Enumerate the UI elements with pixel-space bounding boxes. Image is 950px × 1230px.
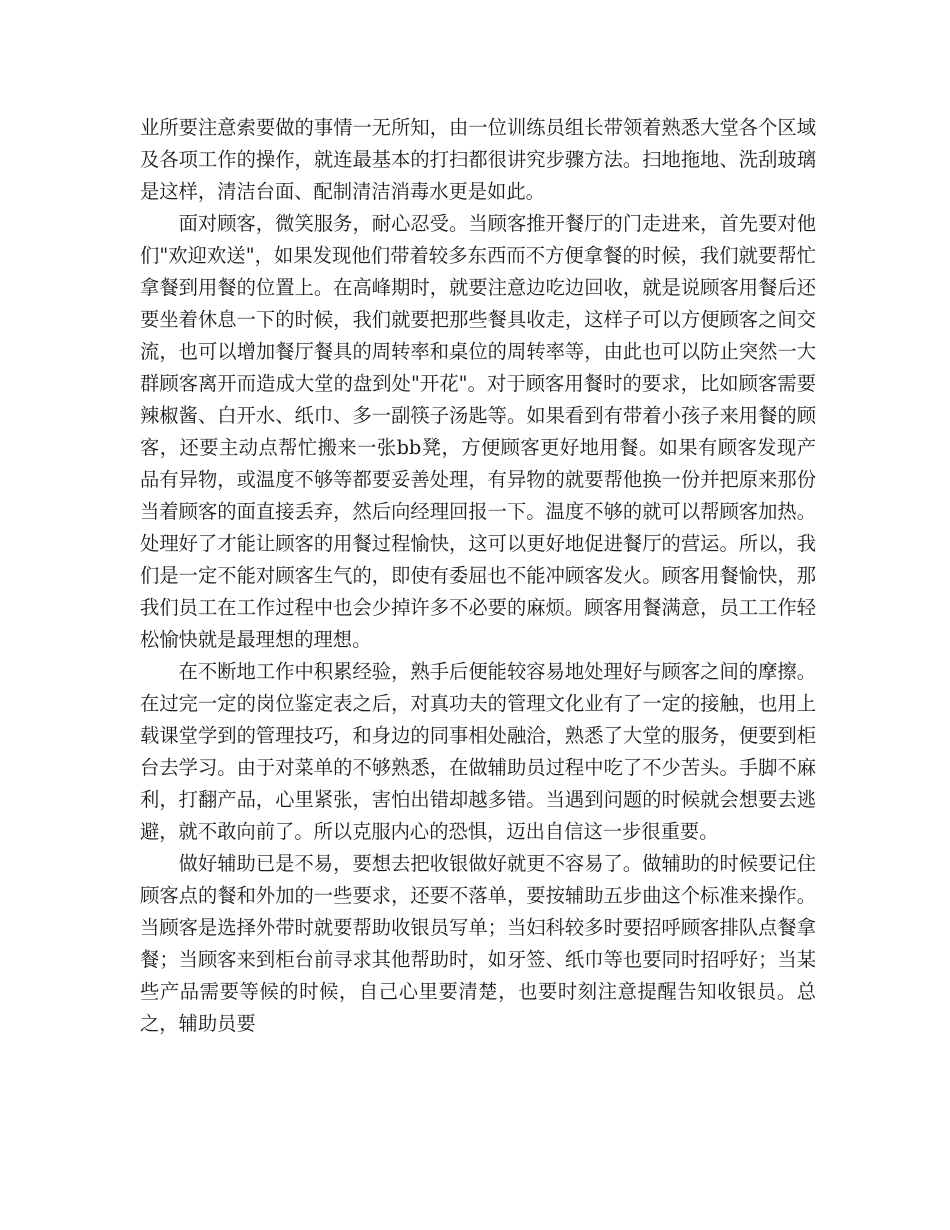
paragraph: 业所要注意索要做的事情一无所知，由一位训练员组长带领着熟悉大堂各个区域及各项工作的操作，就连最基本的打扫都很讲究步骤方法。扫地拖地、洗刮玻璃是这样，清洁台面、配制清洁消毒水更是如此。 (140, 116, 816, 203)
document-page (140, 112, 816, 1040)
paragraph: 面对顾客，微笑服务，耐心忍受。当顾客推开餐厅的门走进来，首先要对他们"欢迎欢送"，如果发现他们带着较多东西而不方便拿餐的时候，我们就要帮忙拿餐到用餐的位置上。在高峰期时，就要注意边吃边回收，就是说顾客用餐后还要坐着休息一下的时候，我们就要把那些餐具收走，这样子可以方便顾客之间交流，也可以增加餐厅餐具的周转率和桌位的周转率等，由此也可以防止突然一大群顾客离开而造成大堂的盘到处"开花"。对于顾客用餐时的要求，比如顾客需要辣椒酱、白开水、纸巾、多一副筷子汤匙等。如果看到有带着小孩子来用餐的顾客，还要主动点帮忙搬来一张bb凳，方便顾客更好地用餐。如果有顾客发现产品有异物，或温度不够等都要妥善处理，有异物的就要帮他换一份并把原来那份当着顾客的面直接丢弃，然后向经理回报一下。温度不够的就可以帮顾客加热。处理好了才能让顾客的用餐过程愉快，这可以更好地促进餐厅的营运。所以，我们是一定不能对顾客生气的，即使有委屈也不能冲顾客发火。顾客用餐愉快，那我们员工在工作过程中也会少掉许多不必要的麻烦。顾客用餐满意，员工工作轻松愉快就是最理想的理想。 (140, 212, 816, 651)
paragraph: 做好辅助已是不易，要想去把收银做好就更不容易了。做辅助的时候要记住顾客点的餐和外加的一些要求，还要不落单，要按辅助五步曲这个标准来操作。当顾客是选择外带时就要帮助收银员写单；当妇科较多时要招呼顾客排队点餐拿餐；当顾客来到柜台前寻求其他帮助时，如牙签、纸巾等也要同时招呼好；当某些产品需要等候的时候，自己心里要清楚，也要时刻注意提醒告知收银员。总之，辅助员要 (140, 852, 816, 1035)
paragraph: 在不断地工作中积累经验，熟手后便能较容易地处理好与顾客之间的摩擦。在过完一定的岗位鉴定表之后，对真功夫的管理文化业有了一定的接触，也用上载课堂学到的管理技巧，和身边的同事相处融洽，熟悉了大堂的服务，便要到柜台去学习。由于对菜单的不够熟悉，在做辅助员过程中吃了不少苦头。手脚不麻利，打翻产品，心里紧张，害怕出错却越多错。当遇到问题的时候就会想要去逃避，就不敢向前了。所以克服内心的恐惧，迈出自信这一步很重要。 (140, 660, 816, 843)
